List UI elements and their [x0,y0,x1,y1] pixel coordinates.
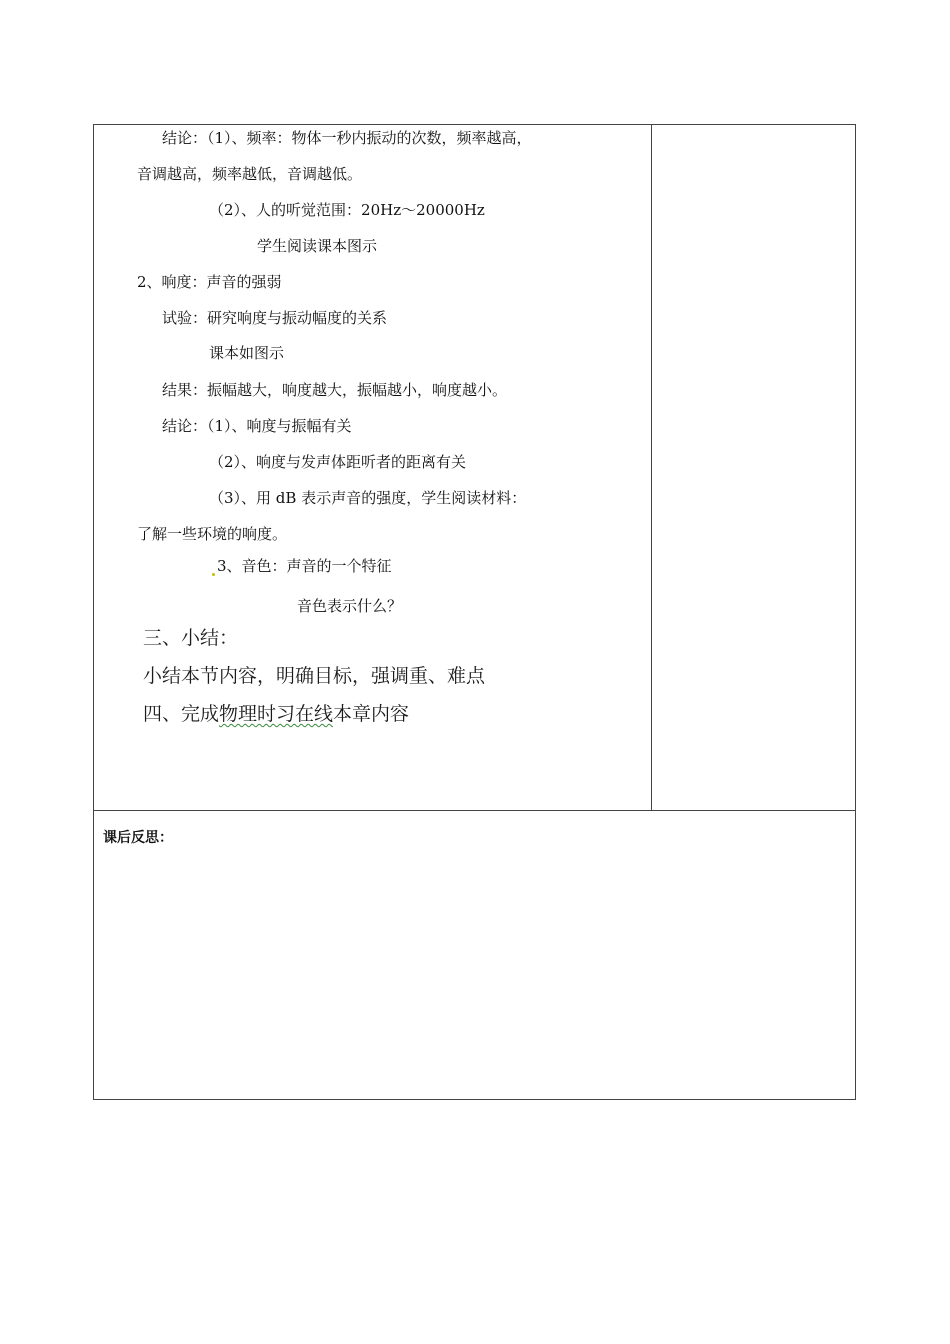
conclusion-loudness-1: 结论：（1）、响度与振幅有关 [162,417,352,435]
timbre-heading-row [210,556,392,576]
lesson-table [93,124,856,1100]
column-divider [651,124,652,810]
conclusion-frequency: 结论：（1）、频率：物体一秒内振动的次数，频率越高， [162,129,532,147]
homework-wavy-text: 物理时习在线 [219,703,334,725]
experiment-line: 试验：研究响度与振动幅度的关系 [162,309,388,327]
summary-text: 小结本节内容，明确目标，强调重、难点 [143,665,486,687]
conclusion-loudness-2: （2）、响度与发声体距听者的距离有关 [209,453,467,471]
timbre-question: 音色表示什么？ [297,597,403,615]
textbook-figure-line: 课本如图示 [209,344,285,362]
row-divider [93,810,856,811]
result-line: 结果：振幅越大，响度越大，振幅越小，响度越小。 [162,381,508,399]
homework-line [143,702,409,726]
conclusion-frequency-cont: 音调越高，频率越低，音调越低。 [137,165,363,183]
read-textbook-figure: 学生阅读课本图示 [257,237,378,255]
environment-loudness: 了解一些环境的响度。 [137,525,288,543]
conclusion-loudness-3: （3）、用 dB 表示声音的强度，学生阅读材料： [209,489,527,507]
marker-dot-icon [212,573,215,576]
homework-prefix: 四、完成 [143,703,220,725]
timbre-heading: 3、音色：声音的一个特征 [217,557,392,575]
reflection-label: 课后反思： [103,830,173,846]
hearing-range: （2）、人的听觉范围：20Hz～20000Hz [209,201,485,219]
homework-suffix: 本章内容 [333,703,410,725]
loudness-heading: 2、响度：声音的强弱 [137,273,282,291]
summary-heading: 三、小结： [143,627,239,649]
